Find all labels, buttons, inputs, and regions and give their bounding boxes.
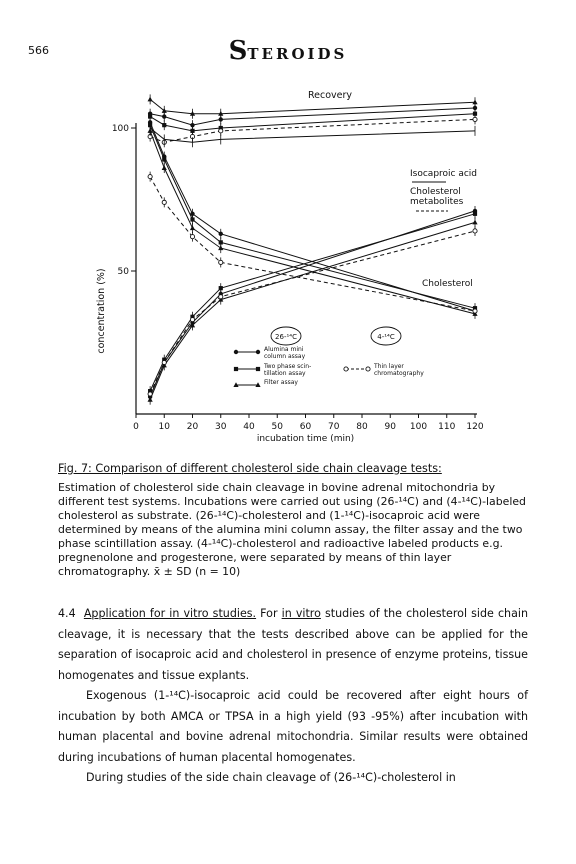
data-point-open-circle	[473, 309, 477, 313]
body-text	[58, 604, 528, 789]
data-point-circle	[234, 350, 238, 354]
caption-title: Fig. 7: Comparison of different cholesterol side chain cleavage tests:	[58, 462, 442, 475]
series-line-isocaproic	[150, 231, 475, 394]
x-tick-label: 100	[409, 422, 428, 432]
data-point-open-circle	[473, 229, 477, 233]
x-tick-label: 60	[299, 422, 312, 432]
x-tick-label: 40	[243, 422, 255, 432]
x-tick-label: 10	[158, 422, 170, 432]
y-axis-label: concentration (%)	[96, 268, 107, 354]
section-number: 4.4	[58, 607, 76, 620]
data-point-square	[234, 367, 238, 371]
data-point-open-circle	[148, 175, 152, 179]
data-point-square	[219, 286, 223, 290]
data-point-square	[256, 367, 260, 371]
x-tick-label: 0	[133, 422, 139, 432]
paragraph-1	[58, 604, 528, 686]
x-tick-label: 20	[186, 422, 199, 432]
data-point-open-circle	[219, 295, 223, 299]
x-axis-label: incubation time (min)	[256, 434, 355, 444]
series-line-recovery	[150, 114, 475, 131]
paragraph-1-pre: For	[256, 607, 282, 620]
legend-entry-label: Alumina mini	[264, 346, 304, 353]
legend-entry-label: Filter assay	[264, 379, 298, 386]
data-point-square	[162, 123, 166, 127]
data-point-open-circle	[190, 318, 194, 322]
recovery-label: Recovery	[307, 90, 353, 101]
data-point-open-circle	[473, 117, 477, 121]
data-point-square	[162, 157, 166, 161]
data-point-circle	[219, 117, 223, 121]
legend-entry-label: tillation assay	[264, 370, 306, 377]
chart-annotations	[308, 90, 477, 289]
data-point-triangle	[218, 245, 223, 250]
data-point-open-circle	[162, 200, 166, 204]
figure-caption	[58, 462, 528, 579]
data-point-circle	[162, 114, 166, 118]
data-point-triangle	[472, 220, 477, 225]
legend-badge-4c-text: 4-¹⁴C	[377, 333, 395, 341]
chart-legend	[233, 327, 424, 387]
in-vitro-term: in vitro	[281, 607, 321, 620]
data-point-triangle	[190, 225, 195, 230]
y-tick-label: 50	[117, 267, 129, 277]
data-point-triangle	[162, 165, 167, 170]
data-point-circle	[256, 350, 260, 354]
data-point-open-circle	[219, 129, 223, 133]
x-tick-label: 30	[215, 422, 227, 432]
isocaproic-acid-label: Isocaproic acid	[410, 169, 478, 179]
cholesterol-label: Cholesterol	[422, 279, 473, 289]
legend-entry-label: column assay	[264, 353, 306, 360]
data-point-triangle	[148, 97, 153, 102]
x-tick-label: 110	[438, 422, 456, 432]
chart-series	[148, 94, 478, 404]
x-tick-label: 50	[271, 422, 283, 432]
x-tick-label: 70	[328, 422, 340, 432]
page-number: 566	[28, 44, 49, 57]
data-point-circle	[219, 232, 223, 236]
legend-entry-label: chromatography	[374, 370, 424, 377]
data-point-open-circle	[162, 360, 166, 364]
x-tick-label: 80	[356, 422, 368, 432]
paragraph-2: Exogenous (1-¹⁴C)-isocaproic acid could be recovered after eight hours of incubation by both AMCA or TPSA in a high yield (93 -95%) after incubation with human placental and bovine adrenal mitochondria. Similar results were obtained during incubations of human placental homogenates.	[58, 689, 528, 764]
cholesterol-metabolites-label-2: metabolites	[410, 197, 464, 207]
data-point-open-circle	[344, 367, 348, 371]
data-point-square	[473, 212, 477, 216]
figure-7-chart	[0, 80, 576, 450]
data-point-open-circle	[219, 260, 223, 264]
y-tick-label: 100	[111, 124, 129, 134]
legend-badge-26c-text: 26-¹⁴C	[275, 333, 297, 341]
journal-title	[0, 36, 576, 66]
data-point-square	[190, 217, 194, 221]
section-title: Application for in vitro studies.	[83, 607, 257, 620]
legend-entry-label: Two phase scin-	[264, 363, 312, 370]
x-tick-label: 120	[466, 422, 484, 432]
caption-text: Estimation of cholesterol side chain cleavage in bovine adrenal mitochondria by different test systems. Incubations were carried out using (26-¹⁴C) and (4-¹⁴C)-labeled cholesterol as substrate. (26-¹⁴C)-cholesterol and (1-¹⁴C)-isocaproic acid were determined by means of the alumina mini column assay, the filter assay and the two phase scintillation assay. (4-¹⁴C)-cholesterol and radioactive labeled products e.g. pregnenolone and progesterone, were separated by means of thin layer chromatography. x̄ ± SD (n = 10)	[58, 481, 526, 578]
cholesterol-metabolites-label-1: Cholesterol	[410, 187, 461, 197]
series-line-isocaproic	[150, 211, 475, 397]
journal-initial: S	[228, 36, 248, 66]
legend-entry-label: Thin layer	[374, 363, 404, 370]
series-line-isocaproic	[150, 214, 475, 391]
data-point-open-circle	[366, 367, 370, 371]
data-point-open-circle	[148, 392, 152, 396]
paragraph-3: During studies of the side chain cleavage of (26-¹⁴C)-cholesterol in	[86, 771, 456, 784]
x-tick-label: 90	[384, 422, 396, 432]
data-point-open-circle	[190, 235, 194, 239]
journal-rest: TEROIDS	[247, 45, 348, 63]
paragraph-1-text: studies of the cholesterol side chain cleavage, it is necessary that the tests described above can be applied for the separation of isocaproic acid and cholesterol in presence of enzyme proteins, tissue homogenates and tissue explants.	[58, 607, 528, 682]
series-line-recovery	[150, 99, 475, 113]
